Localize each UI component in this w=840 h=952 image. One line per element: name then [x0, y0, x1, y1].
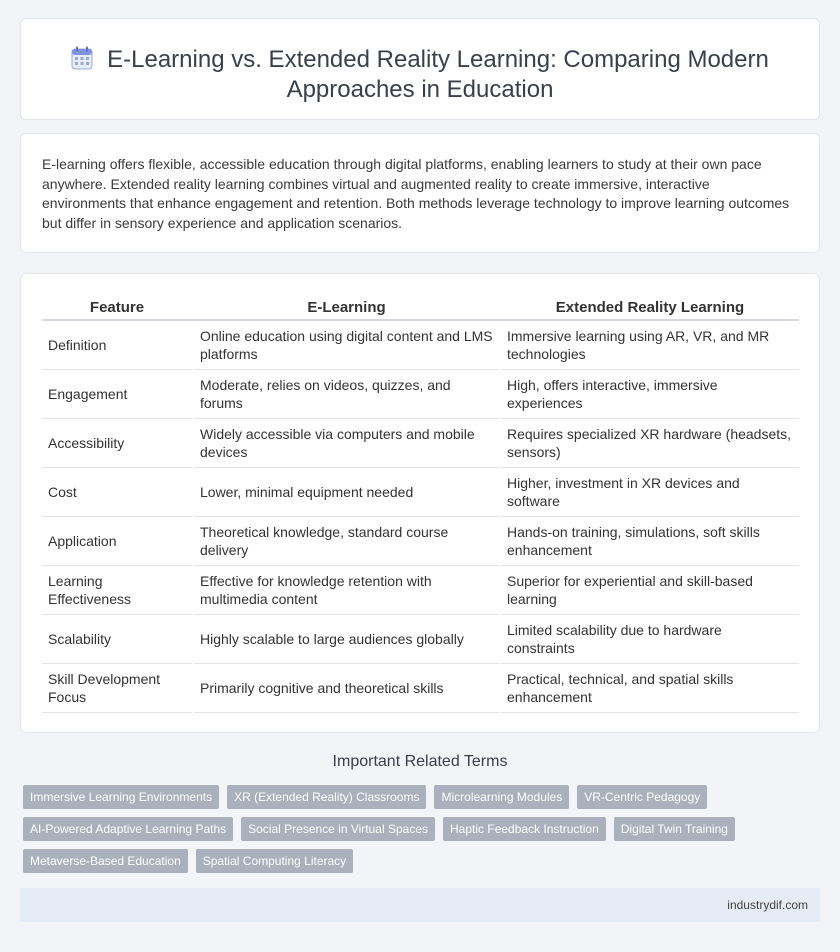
feature-cell: Skill Development Focus — [42, 663, 193, 712]
related-term-tag[interactable]: Haptic Feedback Instruction — [443, 817, 606, 841]
comparison-table — [42, 296, 799, 713]
xr-learning-cell: Higher, investment in XR devices and software — [500, 467, 799, 516]
xr-learning-cell: High, offers interactive, immersive experiences — [500, 369, 799, 418]
related-term-tag[interactable]: XR (Extended Reality) Classrooms — [227, 785, 426, 809]
related-terms-list — [23, 785, 803, 881]
related-term-tag[interactable]: Digital Twin Training — [614, 817, 735, 841]
feature-cell: Engagement — [42, 369, 193, 418]
related-terms-heading: Important Related Terms — [332, 753, 508, 770]
comparison-card — [20, 273, 820, 733]
feature-cell: Accessibility — [42, 418, 193, 467]
e-learning-cell: Effective for knowledge retention with multimedia content — [193, 565, 500, 614]
footer-site-link[interactable]: industrydif.com — [727, 898, 808, 912]
xr-learning-cell: Limited scalability due to hardware constraints — [500, 614, 799, 663]
page-title — [21, 45, 819, 105]
related-term-tag[interactable]: Metaverse-Based Education — [23, 849, 188, 873]
page-title-text: E-Learning vs. Extended Reality Learning: Comparing Modern Approaches in Education — [107, 46, 769, 103]
intro-text: E-learning offers flexible, accessible education through digital platforms, enabling learners to study at their own pace anywhere. Extended reality learning combines virtual and augmented reality to create immersive, interactive environments that enhance engagement and retention. Both methods leverage technology to improve learning outcomes but differ in sensory experience and application scenarios. — [42, 156, 790, 231]
calendar-icon — [71, 46, 93, 70]
title-card — [20, 18, 820, 120]
xr-learning-cell: Practical, technical, and spatial skills enhancement — [500, 663, 799, 712]
related-term-tag[interactable]: AI-Powered Adaptive Learning Paths — [23, 817, 233, 841]
table-row — [42, 565, 799, 614]
table-row — [42, 614, 799, 663]
xr-learning-cell: Immersive learning using AR, VR, and MR technologies — [500, 320, 799, 369]
e-learning-cell: Widely accessible via computers and mobile devices — [193, 418, 500, 467]
e-learning-cell: Highly scalable to large audiences globally — [193, 614, 500, 663]
e-learning-cell: Primarily cognitive and theoretical skills — [193, 663, 500, 712]
header-xr-learning: Extended Reality Learning — [500, 296, 799, 320]
footer — [20, 888, 820, 922]
table-row — [42, 320, 799, 369]
related-term-tag[interactable]: VR-Centric Pedagogy — [577, 785, 707, 809]
xr-learning-cell: Superior for experiential and skill-based learning — [500, 565, 799, 614]
e-learning-cell: Theoretical knowledge, standard course delivery — [193, 516, 500, 565]
table-header-row — [42, 296, 799, 320]
e-learning-cell: Moderate, relies on videos, quizzes, and forums — [193, 369, 500, 418]
feature-cell: Application — [42, 516, 193, 565]
feature-cell: Learning Effectiveness — [42, 565, 193, 614]
table-row — [42, 418, 799, 467]
header-feature: Feature — [42, 296, 193, 320]
feature-cell: Cost — [42, 467, 193, 516]
table-row — [42, 663, 799, 712]
feature-cell: Definition — [42, 320, 193, 369]
table-row — [42, 369, 799, 418]
related-term-tag[interactable]: Immersive Learning Environments — [23, 785, 219, 809]
table-row — [42, 467, 799, 516]
related-term-tag[interactable]: Spatial Computing Literacy — [196, 849, 353, 873]
feature-cell: Scalability — [42, 614, 193, 663]
intro-card — [20, 133, 820, 253]
related-term-tag[interactable]: Social Presence in Virtual Spaces — [241, 817, 435, 841]
e-learning-cell: Lower, minimal equipment needed — [193, 467, 500, 516]
table-row — [42, 516, 799, 565]
xr-learning-cell: Requires specialized XR hardware (headsets, sensors) — [500, 418, 799, 467]
e-learning-cell: Online education using digital content and LMS platforms — [193, 320, 500, 369]
related-term-tag[interactable]: Microlearning Modules — [434, 785, 569, 809]
header-e-learning: E-Learning — [193, 296, 500, 320]
xr-learning-cell: Hands-on training, simulations, soft skills enhancement — [500, 516, 799, 565]
